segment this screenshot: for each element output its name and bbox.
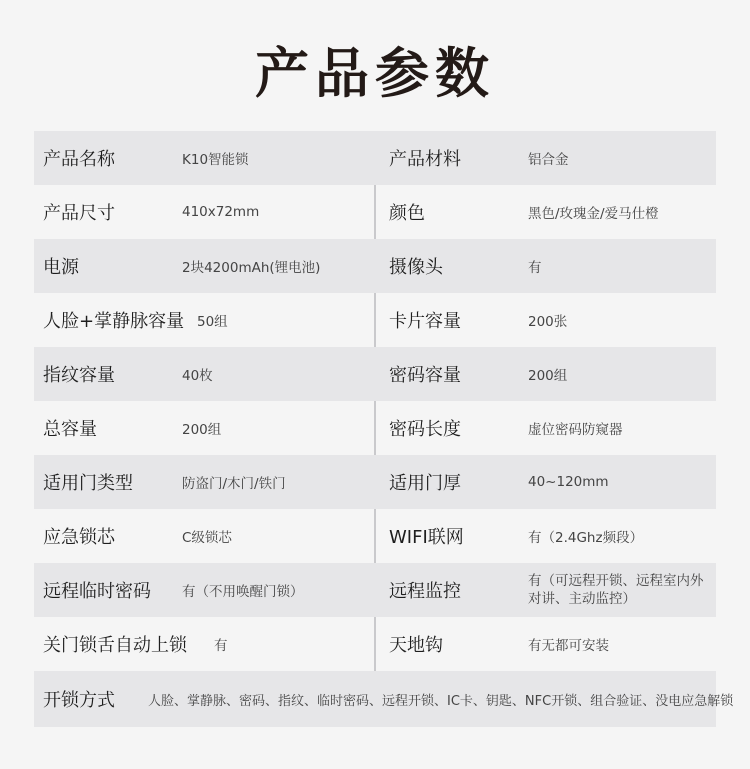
spec-value: 有 xyxy=(528,260,542,276)
spec-label: 指纹容量 xyxy=(43,365,115,386)
spec-label: 适用门类型 xyxy=(43,473,133,494)
spec-label: 密码容量 xyxy=(389,365,461,386)
spec-label: 产品尺寸 xyxy=(43,203,115,224)
page-title: 产品参数 xyxy=(255,42,495,105)
spec-value: 40~120mm xyxy=(528,474,609,490)
spec-label: 开锁方式 xyxy=(43,690,115,711)
spec-table xyxy=(34,131,734,727)
spec-label: 天地钩 xyxy=(389,635,443,656)
spec-label: 摄像头 xyxy=(389,257,443,278)
spec-value: 200组 xyxy=(528,368,568,384)
spec-value: 有（可远程开锁、远程室内外对讲、主动监控） xyxy=(528,573,704,607)
spec-label: 密码长度 xyxy=(389,419,461,440)
table-row xyxy=(34,401,716,455)
spec-label: 产品材料 xyxy=(389,149,461,170)
spec-value: K10智能锁 xyxy=(182,152,249,168)
spec-label: 产品名称 xyxy=(43,149,115,170)
spec-label: 电源 xyxy=(43,257,79,278)
spec-value: 410x72mm xyxy=(182,204,260,220)
spec-label: 适用门厚 xyxy=(389,473,461,494)
table-row xyxy=(34,293,716,347)
spec-value: 虚位密码防窥器 xyxy=(528,422,623,438)
spec-value: C级锁芯 xyxy=(182,530,232,546)
table-row-unlock-methods xyxy=(34,671,734,727)
spec-label: 总容量 xyxy=(43,419,97,440)
spec-label: 关门锁舌自动上锁 xyxy=(43,635,187,656)
spec-label: 颜色 xyxy=(389,203,425,224)
spec-label: 远程监控 xyxy=(389,581,461,602)
spec-value: 黑色/玫瑰金/爱马仕橙 xyxy=(528,206,659,222)
table-row xyxy=(34,617,716,671)
table-row xyxy=(34,131,716,185)
spec-label: 应急锁芯 xyxy=(43,527,115,548)
spec-value: 2块4200mAh(锂电池) xyxy=(182,260,321,276)
table-row xyxy=(34,509,716,563)
spec-value: 防盗门/木门/铁门 xyxy=(182,476,286,492)
spec-label: 远程临时密码 xyxy=(43,581,151,602)
spec-label: WIFI联网 xyxy=(389,527,464,548)
spec-value: 有 xyxy=(214,638,228,654)
spec-value: 有无都可安装 xyxy=(528,638,609,654)
table-row xyxy=(34,563,716,617)
spec-value: 人脸、掌静脉、密码、指纹、临时密码、远程开锁、IC卡、钥匙、NFC开锁、组合验证、没电应急解锁 xyxy=(148,693,734,709)
spec-value: 200组 xyxy=(182,422,222,438)
spec-label: 人脸+掌静脉容量 xyxy=(43,311,185,332)
table-row xyxy=(34,455,716,509)
spec-value: 有（2.4Ghz频段） xyxy=(528,530,644,546)
table-row xyxy=(34,185,716,239)
spec-value: 40枚 xyxy=(182,368,213,384)
spec-value: 200张 xyxy=(528,314,568,330)
table-row xyxy=(34,347,716,401)
spec-label: 卡片容量 xyxy=(389,311,461,332)
spec-value: 有（不用唤醒门锁） xyxy=(182,584,304,600)
table-row xyxy=(34,239,716,293)
spec-value: 铝合金 xyxy=(528,152,569,168)
spec-value: 50组 xyxy=(197,314,228,330)
